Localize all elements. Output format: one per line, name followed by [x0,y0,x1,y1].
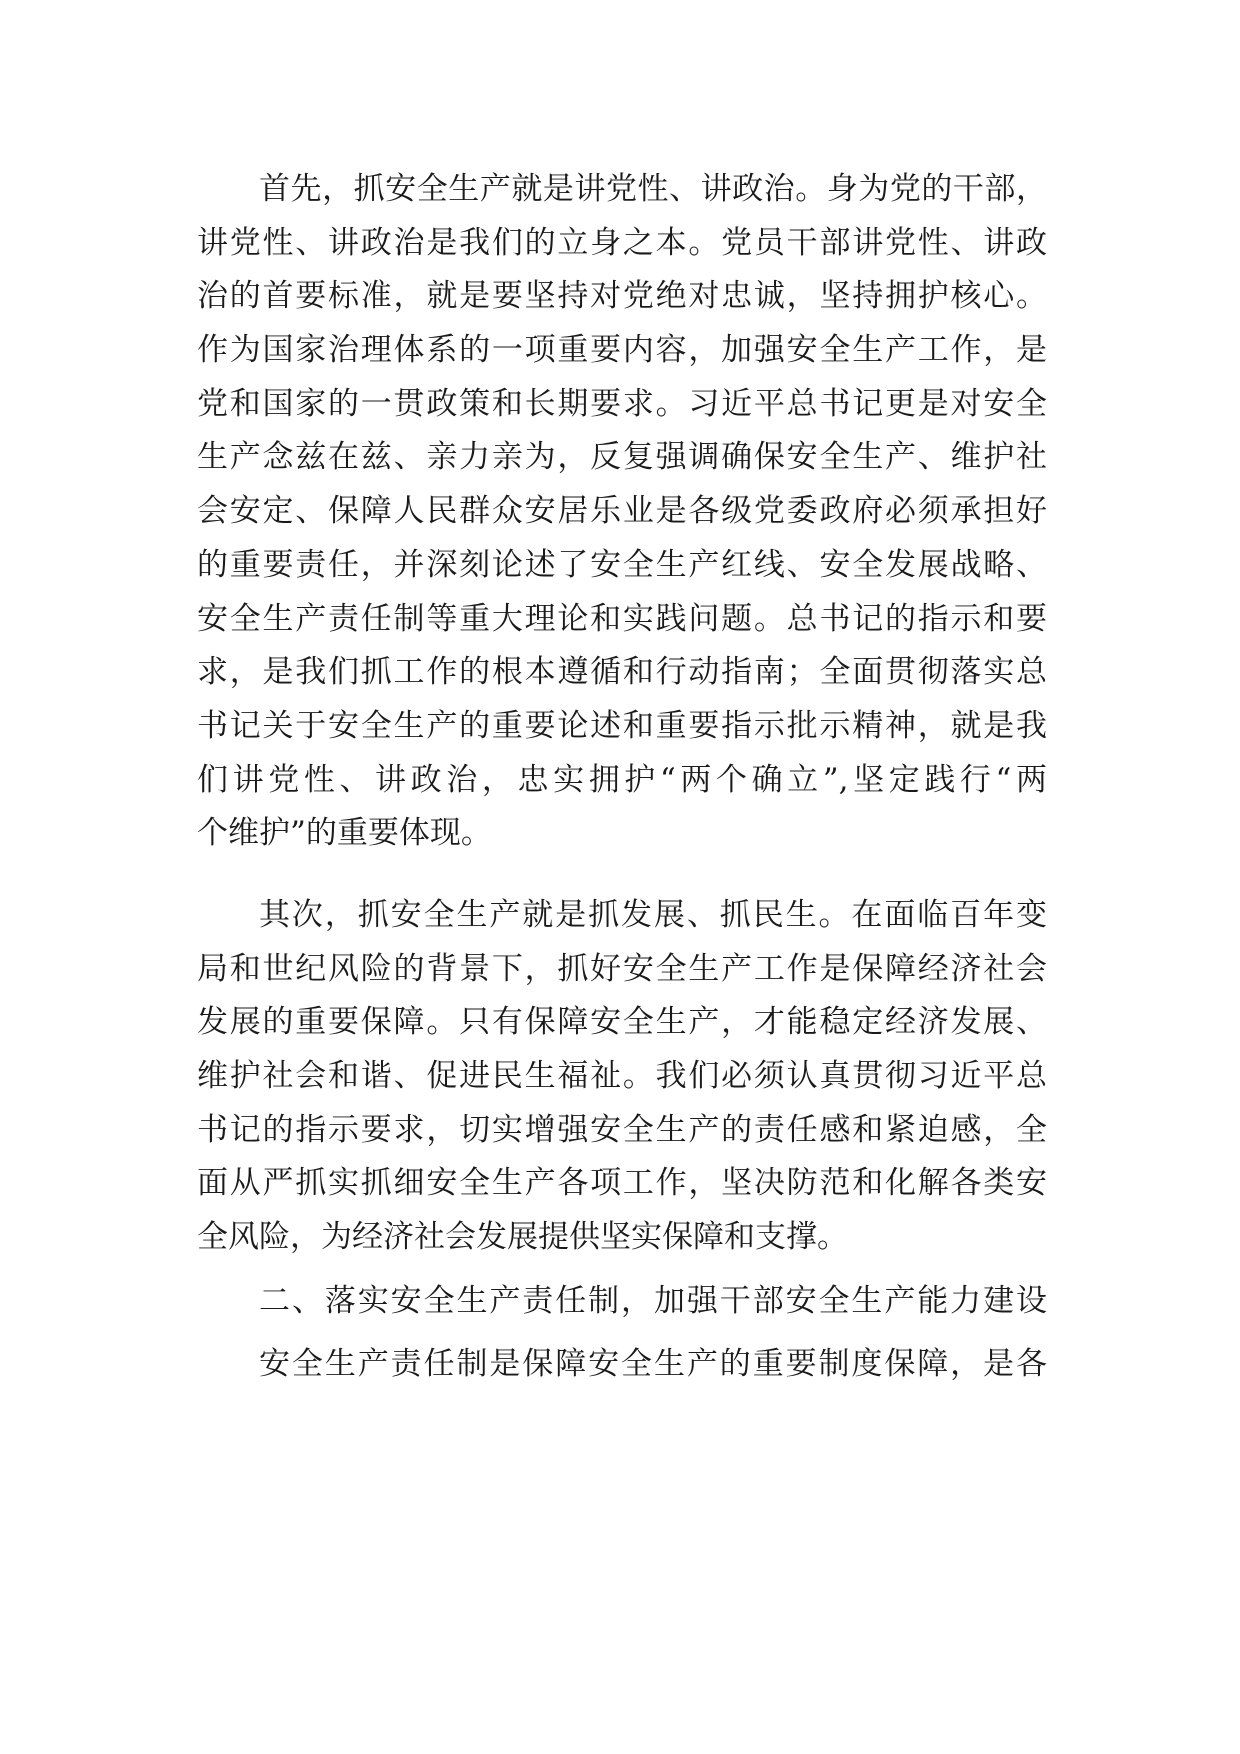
text-line: 作为国家治理体系的一项重要内容，加强安全生产工作，是 [197,332,1047,369]
heading-line: 二、落实安全生产责任制，加强干部安全生产能力建设 [259,1282,1047,1319]
text-line: 们讲党性、讲政治，忠实拥护“两个确立”,坚定践行“两 [197,761,1047,798]
text-line: 面从严抓实抓细安全生产各项工作，坚决防范和化解各类安 [197,1165,1047,1202]
text-line: 安全生产责任制等重大理论和实践问题。总书记的指示和要 [197,600,1047,637]
text-line: 求，是我们抓工作的根本遵循和行动指南；全面贯彻落实总 [197,654,1047,691]
text-line: 生产念兹在兹、亲力亲为，反复强调确保安全生产、维护社 [197,439,1047,476]
text-line: 会安定、保障人民群众安居乐业是各级党委政府必须承担好 [197,493,1047,530]
paragraph-spacer [197,1328,1047,1338]
text-line: 维护社会和谐、促进民生福祉。我们必须认真贯彻习近平总 [197,1058,1047,1094]
text-line: 治的首要标准，就是要坚持对党绝对忠诚，坚持拥护核心。 [197,278,1047,315]
text-line: 全风险，为经济社会发展提供坚实保障和支撑。 [197,1219,848,1256]
paragraph-responsibility-system [197,1338,1047,1392]
text-line: 个维护”的重要体现。 [197,815,492,852]
text-line: 发展的重要保障。只有保障安全生产，才能稳定经济发展、 [197,1004,1047,1041]
text-line: 其次，抓安全生产就是抓发展、抓民生。在面临百年变 [259,896,1047,933]
text-line: 安全生产责任制是保障安全生产的重要制度保障，是各 [259,1346,1047,1383]
text-line: 党和国家的一贯政策和长期要求。习近平总书记更是对安全 [197,385,1047,422]
text-line: 首先，抓安全生产就是讲党性、讲政治。身为党的干部， [259,171,1047,207]
text-line: 书记的指示要求，切实增强安全生产的责任感和紧迫感，全 [197,1111,1047,1148]
paragraph-development-livelihood [197,889,1047,1265]
document-body [197,163,1047,1392]
section-heading [197,1275,1047,1329]
paragraph-party-politics [197,163,1047,861]
text-line: 局和世纪风险的背景下，抓好安全生产工作是保障经济社会 [197,950,1047,987]
text-line: 书记关于安全生产的重要论述和重要指示批示精神，就是我 [197,707,1047,744]
paragraph-spacer [197,861,1047,889]
paragraph-spacer [197,1265,1047,1275]
text-line: 的重要责任，并深刻论述了安全生产红线、安全发展战略、 [197,546,1047,583]
text-line: 讲党性、讲政治是我们的立身之本。党员干部讲党性、讲政 [197,224,1047,261]
